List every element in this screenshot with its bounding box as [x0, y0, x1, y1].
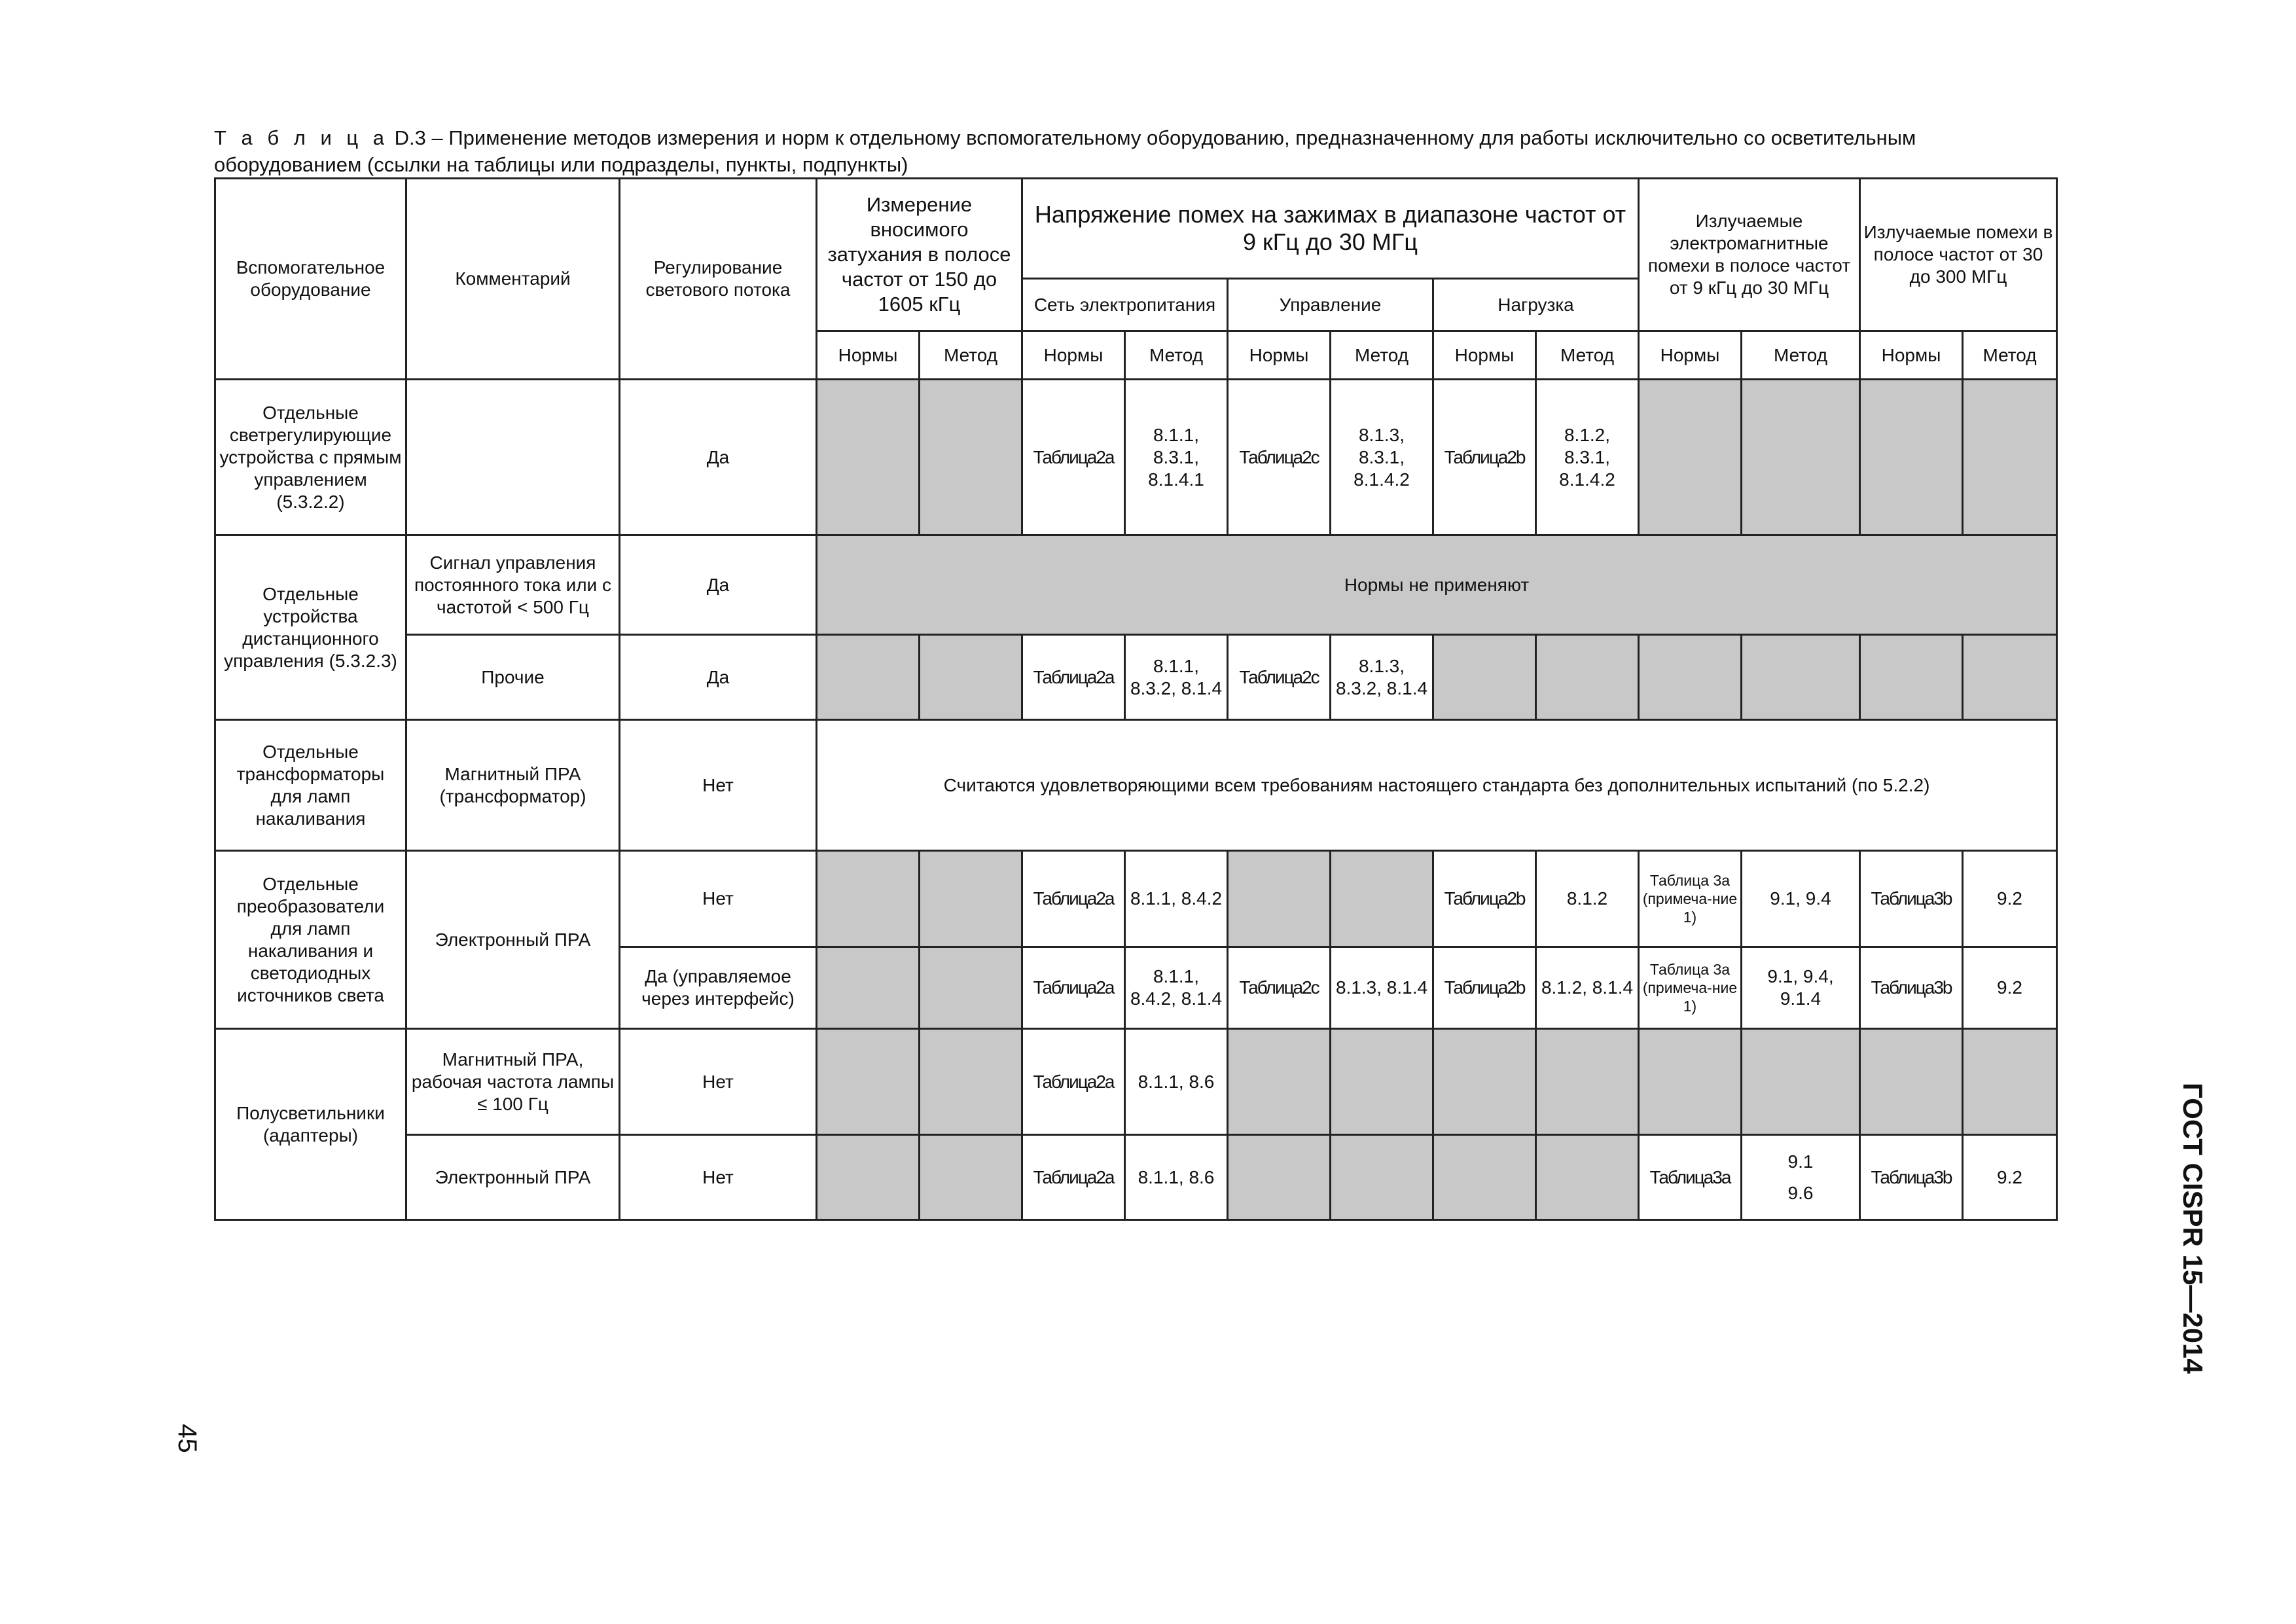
regulation-cell: Нет	[620, 720, 817, 851]
header-norms: Нормы	[1639, 331, 1742, 380]
header-comment: Комментарий	[406, 179, 620, 380]
header-radiated-30: Излучаемые электромагнитные помехи в полосе частот от 9 кГц до 30 МГц	[1639, 179, 1860, 331]
regulation-cell: Да (управляемое через интерфейс)	[620, 947, 817, 1029]
rad300-norm-cell: Таблица3b	[1860, 947, 1963, 1029]
rad300-method-cell: 9.2	[1963, 947, 2057, 1029]
comment-cell: Прочие	[406, 635, 620, 720]
regulation-cell: Да	[620, 535, 817, 635]
header-method: Метод	[920, 331, 1022, 380]
header-norms: Нормы	[817, 331, 920, 380]
norms-table	[214, 177, 2058, 1221]
header-norms: Нормы	[1228, 331, 1331, 380]
comment-cell: Магнитный ПРА (трансформатор)	[406, 720, 620, 851]
header-insertion-loss: Измерение вносимого затухания в полосе частот от 150 до 1605 кГц	[817, 179, 1022, 331]
rad30-norm-cell: Таблица 3а (примеча-ние 1)	[1639, 851, 1742, 947]
load-norm-cell: Таблица2b	[1433, 851, 1536, 947]
mains-norm-cell: Таблица2а	[1022, 947, 1125, 1029]
header-mains: Сеть электропитания	[1022, 279, 1228, 331]
equipment-cell: Отдельные устройства дистанционного управления (5.3.2.3)	[215, 535, 406, 720]
control-method-cell: 8.1.3, 8.3.1, 8.1.4.2	[1331, 380, 1433, 535]
mains-method-cell: 8.1.1, 8.6	[1125, 1029, 1228, 1135]
regulation-cell: Да	[620, 635, 817, 720]
rad300-norm-cell: Таблица3b	[1860, 1135, 1963, 1220]
comment-cell: Сигнал управления постоянного тока или с частотой < 500 Гц	[406, 535, 620, 635]
header-norms: Нормы	[1860, 331, 1963, 380]
mains-norm-cell: Таблица2а	[1022, 851, 1125, 947]
merged-cell: Считаются удовлетворяющими всем требованиям настоящего стандарта без дополнительных испытаний (по 5.2.2)	[817, 720, 2057, 851]
load-method-cell: 8.1.2	[1536, 851, 1639, 947]
mains-norm-cell: Таблица2а	[1022, 1029, 1125, 1135]
mains-method-cell: 8.1.1, 8.3.1, 8.1.4.1	[1125, 380, 1228, 535]
load-norm-cell: Таблица2b	[1433, 947, 1536, 1029]
rad30-method-a: 9.1	[1787, 1151, 1814, 1172]
table-row	[215, 380, 2057, 535]
equipment-cell: Полусветильники (адаптеры)	[215, 1029, 406, 1220]
control-norm-cell: Таблица2с	[1228, 947, 1331, 1029]
rad30-method-b: 9.6	[1787, 1182, 1814, 1203]
standard-designation: ГОСТ CISPR 15—2014	[2178, 1083, 2208, 1374]
control-method-cell: 8.1.3, 8.3.2, 8.1.4	[1331, 635, 1433, 720]
header-method: Метод	[1963, 331, 2057, 380]
header-method: Метод	[1125, 331, 1228, 380]
page-number: 45	[172, 1424, 202, 1453]
rad30-norm-cell: Таблица3а	[1639, 1135, 1742, 1220]
header-method: Метод	[1331, 331, 1433, 380]
mains-method-cell: 8.1.1, 8.6	[1125, 1135, 1228, 1220]
comment-cell: Электронный ПРА	[406, 1135, 620, 1220]
header-radiated-300: Излучаемые помехи в полосе частот от 30 до 300 МГц	[1860, 179, 2057, 331]
rad30-method-cell: 9.1, 9.4	[1742, 851, 1860, 947]
header-equipment: Вспомогательное оборудование	[215, 179, 406, 380]
header-method: Метод	[1536, 331, 1639, 380]
header-regulation: Регулирование светового потока	[620, 179, 817, 380]
mains-method-cell: 8.1.1, 8.4.2	[1125, 851, 1228, 947]
comment-cell: Магнитный ПРА, рабочая частота лампы ≤ 100 Гц	[406, 1029, 620, 1135]
load-norm-cell: Таблица2b	[1433, 380, 1536, 535]
table-row	[215, 1135, 2057, 1220]
header-method: Метод	[1742, 331, 1860, 380]
header-control: Управление	[1228, 279, 1433, 331]
comment-cell	[406, 380, 620, 535]
table-caption	[214, 124, 2047, 178]
table-row	[215, 720, 2057, 851]
rad30-norm-cell: Таблица 3а (примеча-ние 1)	[1639, 947, 1742, 1029]
table-row	[215, 535, 2057, 635]
regulation-cell: Нет	[620, 1029, 817, 1135]
header-voltage: Напряжение помех на зажимах в диапазоне частот от 9 кГц до 30 МГц	[1022, 179, 1639, 279]
header-norms: Нормы	[1022, 331, 1125, 380]
caption-text: – Применение методов измерения и норм к отдельному вспомогательному оборудованию, предназначенному для работы исключительно со осветительным оборудованием (ссылки на таблицы или подразделы, пункты, подпункты)	[214, 126, 1916, 176]
mains-method-cell: 8.1.1, 8.4.2, 8.1.4	[1125, 947, 1228, 1029]
control-norm-cell: Таблица2с	[1228, 635, 1331, 720]
load-method-cell: 8.1.2, 8.1.4	[1536, 947, 1639, 1029]
rad300-method-cell: 9.2	[1963, 1135, 2057, 1220]
rad30-method-cell	[1742, 1135, 1860, 1220]
rad300-norm-cell: Таблица3b	[1860, 851, 1963, 947]
mains-norm-cell: Таблица2а	[1022, 635, 1125, 720]
table-row	[215, 1029, 2057, 1135]
control-method-cell: 8.1.3, 8.1.4	[1331, 947, 1433, 1029]
equipment-cell: Отдельные светрегулирующие устройства с прямым управлением (5.3.2.2)	[215, 380, 406, 535]
regulation-cell: Да	[620, 380, 817, 535]
mains-norm-cell: Таблица2а	[1022, 380, 1125, 535]
merged-cell: Нормы не применяют	[817, 535, 2057, 635]
load-method-cell: 8.1.2, 8.3.1, 8.1.4.2	[1536, 380, 1639, 535]
comment-cell: Электронный ПРА	[406, 851, 620, 1029]
equipment-cell: Отдельные трансформаторы для ламп накаливания	[215, 720, 406, 851]
rad30-method-cell: 9.1, 9.4, 9.1.4	[1742, 947, 1860, 1029]
equipment-cell: Отдельные преобразователи для ламп накаливания и светодиодных источников света	[215, 851, 406, 1029]
caption-label: Т а б л и ц а	[214, 126, 389, 149]
rad300-method-cell: 9.2	[1963, 851, 2057, 947]
mains-norm-cell: Таблица2а	[1022, 1135, 1125, 1220]
mains-method-cell: 8.1.1, 8.3.2, 8.1.4	[1125, 635, 1228, 720]
regulation-cell: Нет	[620, 851, 817, 947]
caption-number: D.3	[394, 126, 426, 149]
control-norm-cell: Таблица2с	[1228, 380, 1331, 535]
header-norms: Нормы	[1433, 331, 1536, 380]
regulation-cell: Нет	[620, 1135, 817, 1220]
header-load: Нагрузка	[1433, 279, 1639, 331]
table-row	[215, 851, 2057, 947]
table-row	[215, 635, 2057, 720]
